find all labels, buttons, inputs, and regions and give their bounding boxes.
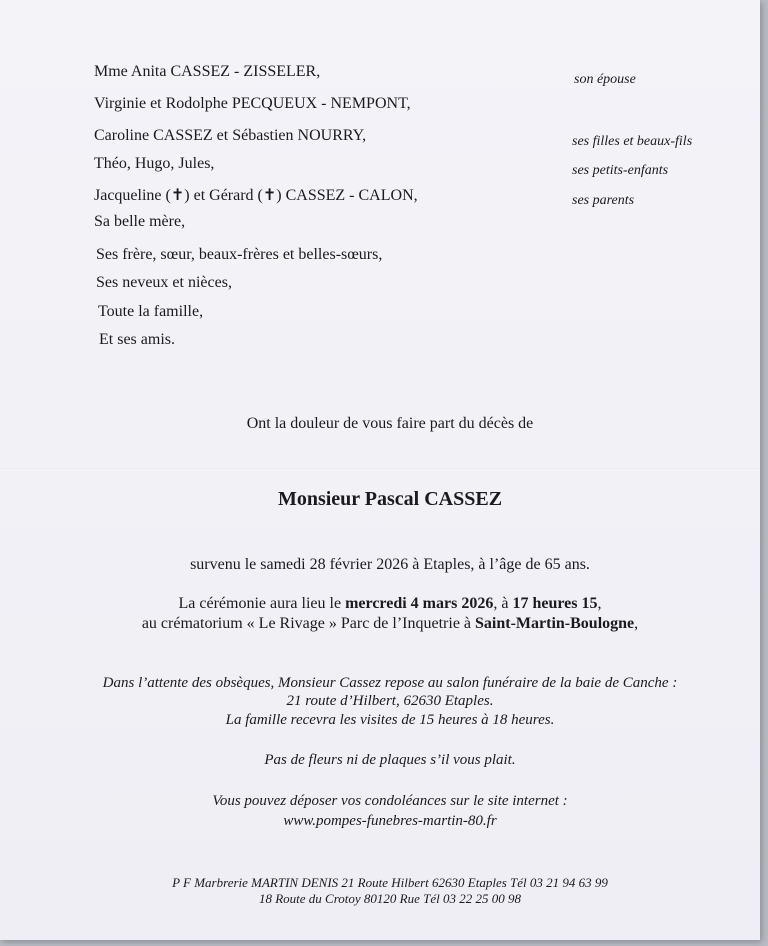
role-daughters: ses filles et beaux-fils: [572, 134, 693, 149]
ceremony-place-prefix: au crématorium « Le Rivage » Parc de l’Inquetrie à: [141, 615, 476, 632]
condolences-line: Vous pouvez déposer vos condoléances sur le site internet :: [212, 793, 568, 809]
family-line-mother-in-law: Sa belle mère,: [94, 213, 186, 230]
ceremony-date: mercredi 4 mars 2026: [345, 595, 494, 612]
ceremony-suffix: ,: [597, 595, 602, 612]
family-line-grandchildren: Théo, Hugo, Jules,: [94, 155, 215, 172]
funeral-home-line-3: La famille recevra les visites de 15 heures à 18 heures.: [225, 712, 555, 728]
family-line-daughter-2: Caroline CASSEZ et Sébastien NOURRY,: [94, 127, 367, 144]
ceremony-place-city: Saint-Martin-Boulogne: [475, 615, 635, 632]
condolences-url: www.pompes-funebres-martin-80.fr: [283, 813, 497, 829]
role-parents: ses parents: [572, 193, 635, 208]
ceremony-sep: , à: [493, 595, 513, 612]
role-spouse: son épouse: [574, 72, 636, 87]
ceremony-time: 17 heures 15: [512, 595, 598, 612]
card-fold: [0, 468, 760, 470]
footer-line-1: P F Marbrerie MARTIN DENIS 21 Route Hilbert 62630 Etaples Tél 03 21 94 63 99: [172, 875, 608, 890]
ceremony-prefix: La cérémonie aura lieu le: [178, 595, 346, 612]
death-info: survenu le samedi 28 février 2026 à Etaples, à l’âge de 65 ans.: [190, 556, 590, 573]
ceremony-place-line: [0, 614, 768, 634]
footer-line-2: 18 Route du Crotoy 80120 Rue Tél 03 22 25 00 98: [258, 891, 522, 906]
family-line-friends: Et ses amis.: [99, 331, 175, 348]
funeral-home-line-2: 21 route d’Hilbert, 62630 Etaples.: [286, 693, 494, 709]
role-grandchildren: ses petits-enfants: [572, 163, 669, 178]
family-line-family: Toute la famille,: [98, 303, 204, 320]
family-line-nephews: Ses neveux et nièces,: [96, 274, 232, 291]
family-line-daughter-1: Virginie et Rodolphe PECQUEUX - NEMPONT,: [94, 95, 411, 112]
ceremony-date-line: [0, 594, 768, 614]
ceremony-place-suffix: ,: [634, 615, 639, 632]
family-line-spouse: Mme Anita CASSEZ - ZISSELER,: [94, 63, 321, 80]
no-flowers-note: Pas de fleurs ni de plaques s’il vous plait.: [264, 752, 516, 768]
family-line-parents: Jacqueline (✝) et Gérard (✝) CASSEZ - CALON,: [94, 187, 418, 204]
announcement-text: Ont la douleur de vous faire part du décès de: [246, 415, 534, 432]
deceased-name: Monsieur Pascal CASSEZ: [277, 488, 503, 510]
family-line-siblings: Ses frère, sœur, beaux-frères et belles-sœurs,: [96, 246, 383, 263]
funeral-home-line-1: Dans l’attente des obsèques, Monsieur Cassez repose au salon funéraire de la baie de Canche :: [102, 675, 678, 691]
